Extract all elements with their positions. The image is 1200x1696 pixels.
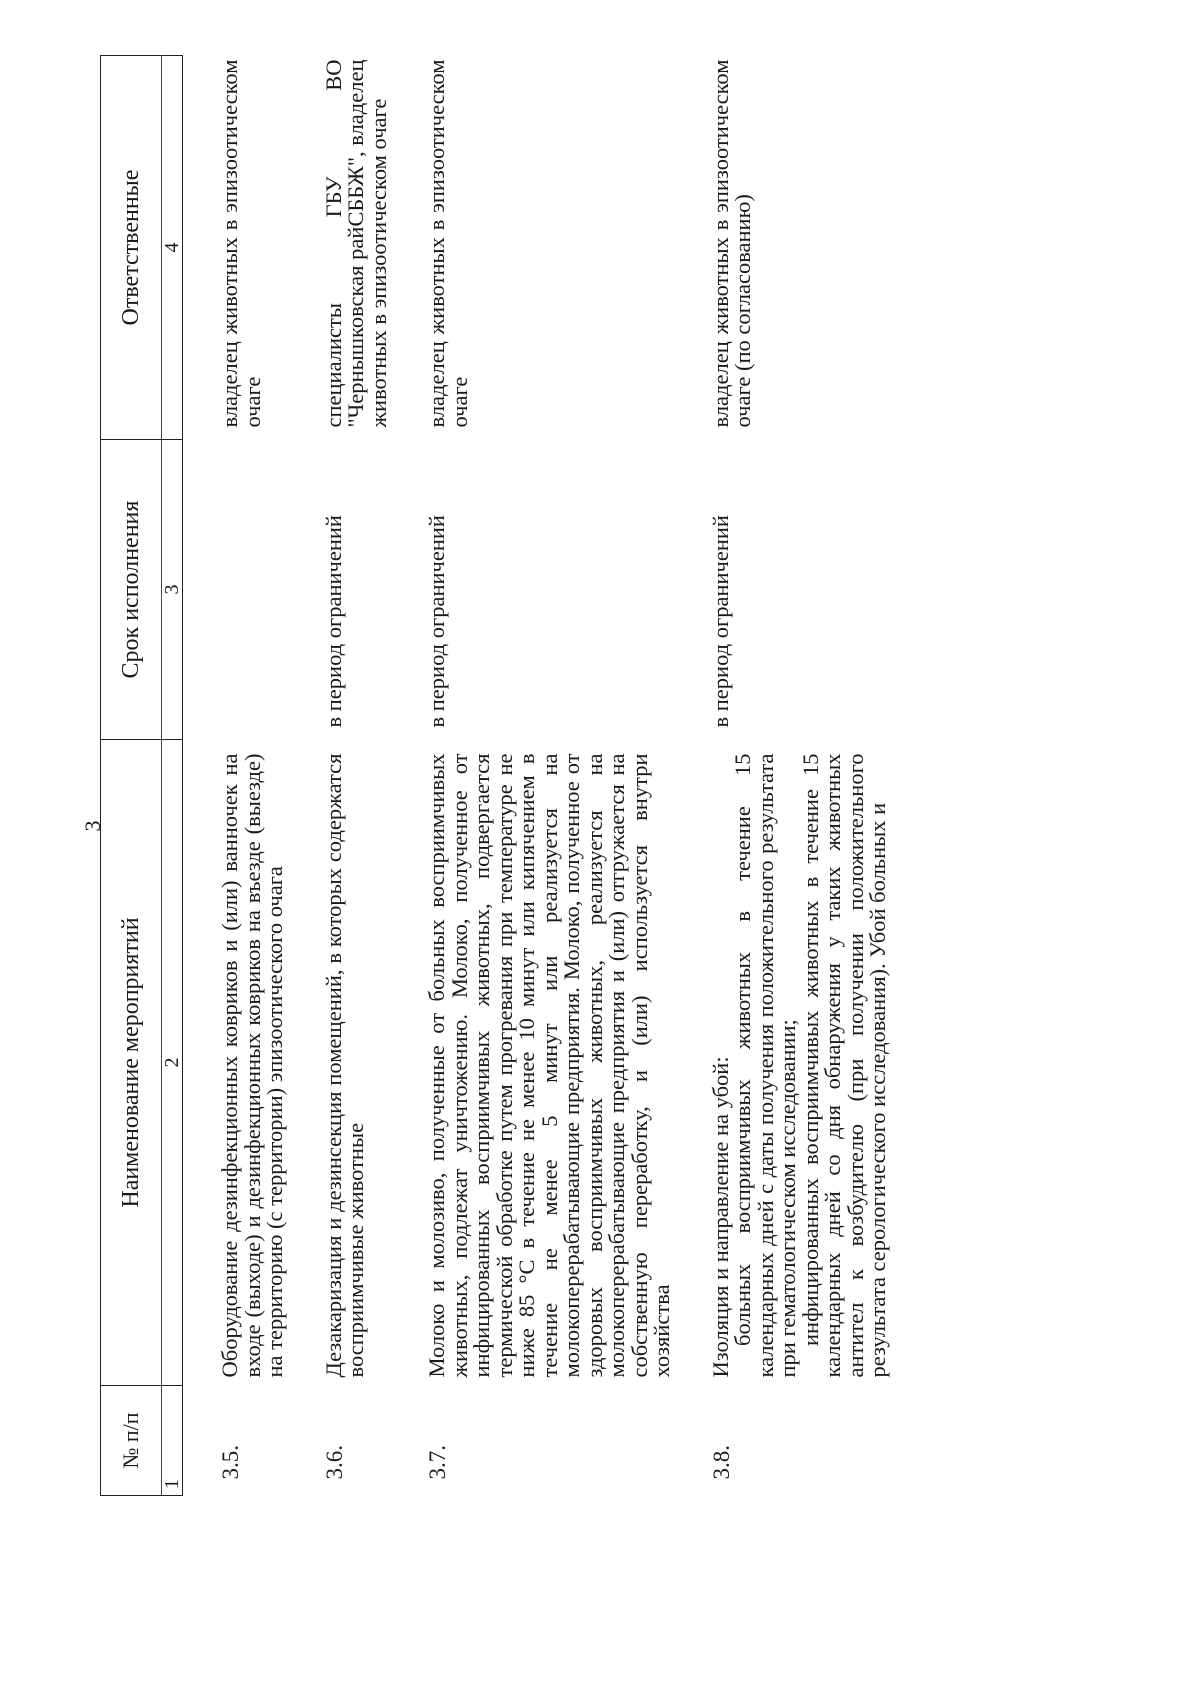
measure-responsible xyxy=(426,56,674,440)
measure-responsible xyxy=(320,56,391,440)
column-index-1: 1 xyxy=(162,1386,183,1496)
measure-name xyxy=(426,740,674,1386)
header-term: Срок исполнения xyxy=(101,440,162,740)
table-row xyxy=(323,56,391,1496)
measure-term: в период ограничений xyxy=(707,515,733,728)
measure-paragraph: инфицированных восприимчивых животных в течение 15 календарных дней со дня обнаружения у таких животных антител к возбудителю (при получении положительного результата серологического исследования). Убой больных и xyxy=(797,753,890,1378)
row-number: 3.8. xyxy=(708,1445,734,1480)
measure-name xyxy=(219,740,287,1386)
measure-term: в период ограничений xyxy=(320,515,346,728)
measure-term xyxy=(219,440,287,740)
header-number: № п/п xyxy=(101,1386,162,1496)
column-index-4: 4 xyxy=(162,56,183,440)
responsible-text: владелец животных в эпизоотическом очаге xyxy=(217,59,265,428)
measure-responsible xyxy=(707,56,890,440)
measure-paragraph: Дезакаризация и дезинсекция помещений, в которых содержатся восприимчивые животные xyxy=(320,753,368,1378)
header-responsible: Ответственные xyxy=(101,56,162,440)
header-name: Наименование мероприятий xyxy=(101,740,162,1386)
measure-name xyxy=(320,740,391,1386)
column-index-3: 3 xyxy=(162,440,183,740)
measure-paragraph: больных восприимчивых животных в течение 15 календарных дней с даты получения положительного результата при гематологическом исследовании; xyxy=(730,753,800,1378)
column-index-2: 2 xyxy=(162,740,183,1386)
measure-paragraph: Оборудование дезинфекционных ковриков и (или) ванночек на входе (выходе) и дезинфекционных ковриков на въезде (выезде) на территорию (с территории) эпизоотического очага xyxy=(217,753,287,1378)
measure-responsible xyxy=(219,56,287,440)
row-number: 3.7. xyxy=(425,1445,450,1480)
table-row xyxy=(710,56,890,1496)
measure-paragraph: Молоко и молозиво, полученные от больных восприимчивых животных, подлежат уничтожению. Молоко, полученное от инфицированных восприимчивых животных, подвергается термической обработке путем прогревания при температуре не ниже 85 °С в течение не менее 10 минут или кипячением в течение не менее 5 минут или реализуется на молокоперерабатывающие предприятия. Молоко, полученное от здоровых восприимчивых животных, реализуется на молокоперерабатывающие предприятия и (или) отгружается на собственную переработку, и (или) используется внутри хозяйства xyxy=(424,753,674,1378)
page-number: 3 xyxy=(80,820,105,832)
table-row xyxy=(219,56,287,1496)
table-row xyxy=(426,56,674,1496)
measure-name xyxy=(707,740,890,1386)
responsible-text: владелец животных в эпизоотическом очаге (по согласованию) xyxy=(707,59,755,428)
row-number: 3.6. xyxy=(321,1445,347,1480)
measure-term: в период ограничений xyxy=(424,515,449,728)
measure-paragraph: Изоляция и направление на убой: xyxy=(707,1056,733,1378)
table-header xyxy=(101,56,183,1496)
responsible-text: специалисты ГБУ ВО "Чернышковская райСББЖ", владелец животных в эпизоотическом очаге xyxy=(320,59,391,428)
row-number: 3.5. xyxy=(218,1445,243,1480)
responsible-text: владелец животных в эпизоотическом очаге xyxy=(424,59,472,428)
measures-table xyxy=(100,55,890,1496)
